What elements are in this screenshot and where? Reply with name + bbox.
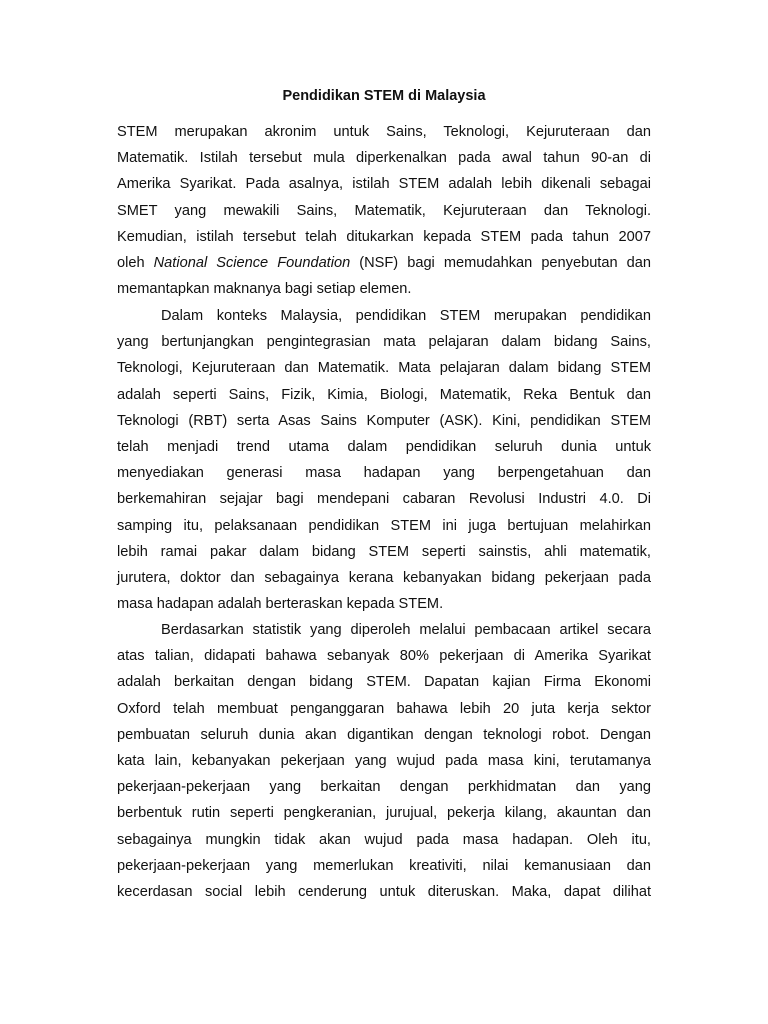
paragraph-line: kata lain, kebanyakan pekerjaan yang wujud pada masa kini, terutamanya <box>117 752 651 769</box>
paragraph-malaysia-context <box>117 303 651 617</box>
paragraph-line: yang bertunjangkan pengintegrasian mata pelajaran dalam bidang Sains, <box>117 334 651 351</box>
line-text: (NSF) bagi memudahkan penyebutan dan <box>350 254 651 271</box>
paragraph-line: telah menjadi trend utama dalam pendidikan seluruh dunia untuk <box>117 438 651 455</box>
paragraph-line: adalah seperti Sains, Fizik, Kimia, Biologi, Matematik, Reka Bentuk dan <box>117 386 651 403</box>
paragraph-line: adalah berkaitan dengan bidang STEM. Dapatan kajian Firma Ekonomi <box>117 674 651 691</box>
line-text: oleh <box>117 254 154 271</box>
paragraph-line: kecerdasan social lebih cenderung untuk diteruskan. Maka, dapat dilihat <box>117 883 651 900</box>
paragraph-line: berbentuk rutin seperti pengkeranian, jurujual, pekerja kilang, akauntan dan <box>117 805 651 822</box>
paragraph-line: Berdasarkan statistik yang diperoleh melalui pembacaan artikel secara <box>161 622 651 638</box>
paragraph-line: memantapkan maknanya bagi setiap elemen. <box>117 281 412 298</box>
paragraph-line: pekerjaan-pekerjaan yang memerlukan kreativiti, nilai kemanusiaan dan <box>117 857 651 874</box>
paragraph-line: Teknologi (RBT) serta Asas Sains Komputer (ASK). Kini, pendidikan STEM <box>117 412 651 429</box>
paragraph-line <box>117 250 651 276</box>
paragraph-line: pekerjaan-pekerjaan yang berkaitan dengan perkhidmatan dan yang <box>117 779 651 796</box>
paragraph-statistics <box>117 617 651 905</box>
paragraph-line: SMET yang mewakili Sains, Matematik, Kejuruteraan dan Teknologi. <box>117 202 651 219</box>
paragraph-line: Oxford telah membuat penganggaran bahawa lebih 20 juta kerja sektor <box>117 700 651 717</box>
paragraph-line: Teknologi, Kejuruteraan dan Matematik. Mata pelajaran dalam bidang STEM <box>117 360 651 377</box>
paragraph-line: samping itu, pelaksanaan pendidikan STEM ini juga bertujuan melahirkan <box>117 517 651 534</box>
paragraph-line: jurutera, doktor dan sebagainya kerana kebanyakan bidang pekerjaan pada <box>117 569 651 586</box>
paragraph-line: atas talian, didapati bahawa sebanyak 80% pekerjaan di Amerika Syarikat <box>117 648 651 665</box>
italic-organization-name: National Science Foundation <box>153 254 351 271</box>
paragraph-line: sebagainya mungkin tidak akan wujud pada masa hadapan. Oleh itu, <box>117 831 651 848</box>
document-title: Pendidikan STEM di Malaysia <box>282 88 486 104</box>
paragraph-line: masa hadapan adalah berteraskan kepada STEM. <box>117 596 444 613</box>
paragraph-stem-definition <box>117 119 651 302</box>
paragraph-line: berkemahiran sejajar bagi mendepani cabaran Revolusi Industri 4.0. Di <box>117 491 651 508</box>
paragraph-line: Matematik. Istilah tersebut mula diperkenalkan pada awal tahun 90-an di <box>117 150 651 167</box>
paragraph-line: Dalam konteks Malaysia, pendidikan STEM merupakan pendidikan <box>161 308 651 324</box>
paragraph-line: STEM merupakan akronim untuk Sains, Teknologi, Kejuruteraan dan <box>117 124 651 140</box>
paragraph-line: pembuatan seluruh dunia akan digantikan dengan teknologi robot. Dengan <box>117 726 651 743</box>
paragraph-line: menyediakan generasi masa hadapan yang berpengetahuan dan <box>117 465 651 482</box>
paragraph-line: lebih ramai pakar dalam bidang STEM seperti sainstis, ahli matematik, <box>117 543 651 560</box>
paragraph-line: Amerika Syarikat. Pada asalnya, istilah STEM adalah lebih dikenali sebagai <box>117 176 651 193</box>
paragraph-line: Kemudian, istilah tersebut telah ditukarkan kepada STEM pada tahun 2007 <box>117 228 651 245</box>
